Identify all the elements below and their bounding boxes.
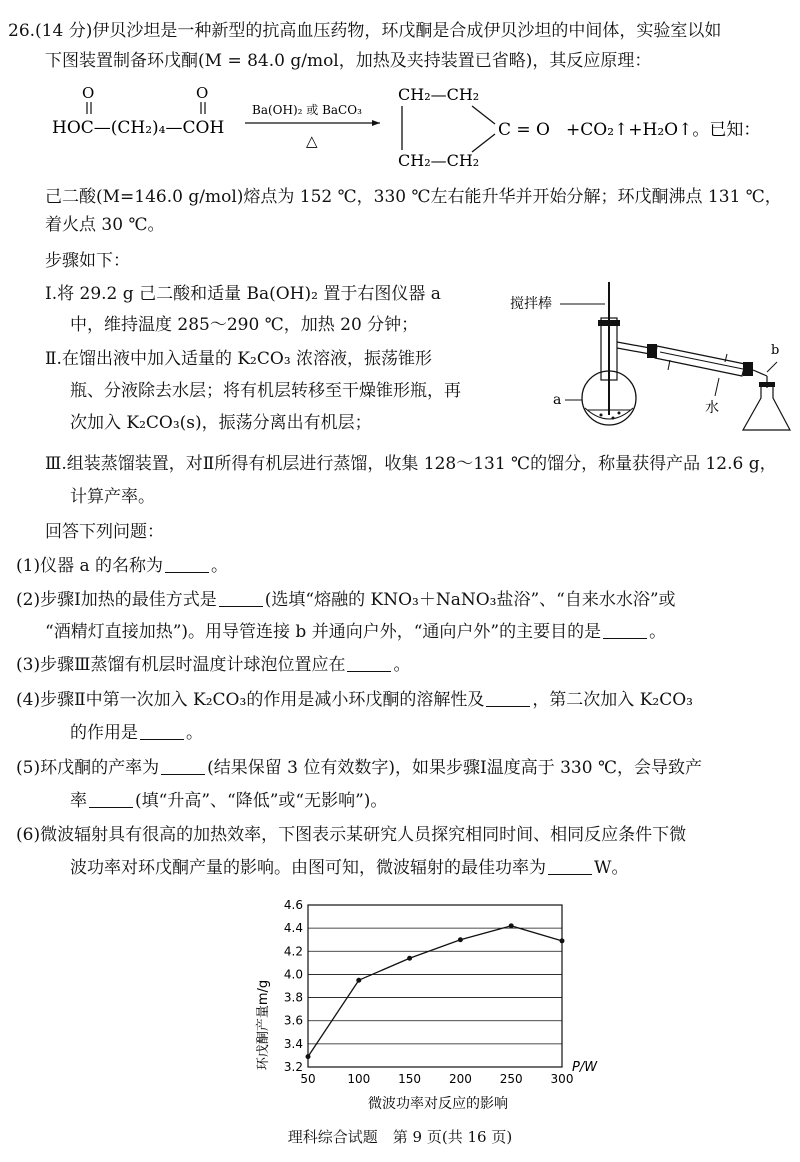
data-point — [560, 938, 565, 943]
y-tick-label: 4.0 — [283, 967, 303, 982]
reactant-carbonyl-o2: O — [196, 84, 209, 102]
answer-blank-4b[interactable] — [140, 723, 184, 740]
x-tick-label: 250 — [499, 1072, 523, 1086]
chart-series — [306, 923, 565, 1059]
answer-title: 回答下列问题： — [45, 522, 164, 542]
x-tick-label: 150 — [398, 1072, 422, 1086]
stir-rod-label: 搅拌棒 — [510, 296, 552, 312]
step2-line1: Ⅱ.在馏出液中加入适量的 K₂CO₃ 浓溶液，振荡锥形 — [45, 349, 433, 369]
byproducts: +CO₂↑+H₂O↑。已知： — [566, 120, 761, 140]
answer-blank-4a[interactable] — [486, 690, 530, 707]
chart-y-label: 环戊酮产量m/g — [256, 979, 271, 1071]
question-4-line1: (4)步骤Ⅱ中第一次加入 K₂CO₃的作用是减小环戊酮的溶解性及 ，第二次加入 K₂CO₃ — [16, 690, 693, 710]
answer-blank-5b[interactable] — [89, 791, 133, 808]
answer-blank-2b[interactable] — [603, 622, 647, 639]
series-line — [308, 926, 562, 1057]
data-point — [306, 1054, 311, 1059]
ring-bottom: CH₂—CH₂ — [398, 151, 480, 170]
x-tick-label: 200 — [448, 1072, 472, 1086]
answer-blank-2a[interactable] — [219, 590, 263, 607]
y-tick-label: 3.6 — [283, 1013, 303, 1028]
y-tick-label: 3.2 — [283, 1060, 303, 1074]
x-tick-label: 50 — [300, 1072, 316, 1086]
question-line2: 下图装置制备环戊酮(M = 84.0 g/mol，加热及夹持装置已省略)，其反应原理： — [45, 51, 652, 71]
chart-ticks — [284, 898, 574, 1086]
question-6-line1: (6)微波辐射具有很高的加热效率，下图表示某研究人员探究相同时间、相同反应条件下微 — [16, 825, 687, 845]
question-5-line2: 率 (填“升高”、“降低”或“无影响”)。 — [70, 791, 388, 811]
steps-title: 步骤如下： — [45, 251, 130, 271]
answer-blank-5a[interactable] — [161, 758, 205, 775]
y-tick-label: 3.4 — [283, 1036, 303, 1051]
y-tick-label: 4.2 — [283, 944, 303, 959]
answer-blank-6[interactable] — [548, 858, 592, 875]
reactant-formula: HOC—(CH₂)₄—COH — [52, 118, 225, 138]
question-2-line2: “酒精灯直接加热”)。用导管连接 b 并通向户外，“通向户外”的主要目的是 。 — [45, 622, 667, 642]
reaction-equation — [0, 78, 800, 178]
y-tick-label: 4.6 — [283, 898, 303, 912]
question-6-line2: 波功率对环戊酮产量的影响。由图可知，微波辐射的最佳功率为 W。 — [70, 858, 629, 878]
chart-x-label: P/W — [572, 1060, 598, 1075]
question-5-line1: (5)环戊酮的产率为 (结果保留 3 位有效数字)，如果步骤Ⅰ温度高于 330 ℃，会导致产 — [16, 758, 702, 778]
water-label: 水 — [705, 400, 719, 416]
known-line2: 着火点 30 ℃。 — [45, 215, 165, 235]
page-footer: 理科综合试题 第 9 页(共 16 页) — [287, 1128, 513, 1146]
step3-line1: Ⅲ.组装蒸馏装置，对Ⅱ所得有机层进行蒸馏，收集 128～131 ℃的馏分，称量获得产品 12.6 g， — [45, 454, 777, 474]
step1-line1: Ⅰ.将 29.2 g 己二酸和适量 Ba(OH)₂ 置于右图仪器 a — [45, 284, 441, 304]
reagent-label: Ba(OH)₂ 或 BaCO₃ — [252, 103, 362, 117]
answer-blank-1[interactable] — [165, 556, 209, 573]
ring-top: CH₂—CH₂ — [398, 85, 480, 104]
step1-line2: 中，维持温度 285～290 ℃，加热 20 分钟； — [70, 315, 419, 335]
power-yield-chart — [250, 895, 620, 1120]
step2-line2: 瓶、分液除去水层；将有机层转移至干燥锥形瓶，再 — [70, 381, 461, 401]
flask-a-label: a — [553, 392, 562, 408]
heat-symbol: △ — [306, 132, 318, 150]
question-3: (3)步骤Ⅲ蒸馏有机层时温度计球泡位置应在 。 — [16, 655, 411, 675]
data-point — [509, 923, 514, 928]
question-4-line2: 的作用是 。 — [70, 723, 203, 743]
reactant-carbonyl-o: O — [82, 84, 95, 102]
outlet-b-label: b — [771, 343, 780, 358]
known-line1: 己二酸(M=146.0 g/mol)熔点为 152 ℃，330 ℃左右能升华并开始分解；环戊酮沸点 131 ℃， — [45, 187, 782, 207]
chart-title: 微波功率对反应的影响 — [368, 1096, 508, 1112]
y-tick-label: 3.8 — [283, 990, 303, 1005]
data-point — [407, 956, 412, 961]
carbonyl-group: C = O — [498, 120, 550, 140]
step3-line2: 计算产率。 — [70, 487, 155, 507]
data-point — [356, 978, 361, 983]
x-tick-label: 300 — [550, 1072, 574, 1086]
apparatus-diagram — [505, 280, 795, 445]
answer-blank-3[interactable] — [347, 655, 391, 672]
question-1: (1)仪器 a 的名称为 。 — [16, 556, 229, 576]
y-tick-label: 4.4 — [283, 921, 303, 936]
data-point — [458, 937, 463, 942]
step2-line3: 次加入 K₂CO₃(s)，振荡分离出有机层； — [70, 413, 372, 433]
x-tick-label: 100 — [347, 1072, 371, 1086]
question-header: 26.(14 分)伊贝沙坦是一种新型的抗高血压药物，环戊酮是合成伊贝沙坦的中间体，实验室以如 — [8, 21, 722, 41]
question-2-line1: (2)步骤Ⅰ加热的最佳方式是 (选填“熔融的 KNO₃＋NaNO₃盐浴”、“自来水水浴”或 — [16, 590, 676, 610]
